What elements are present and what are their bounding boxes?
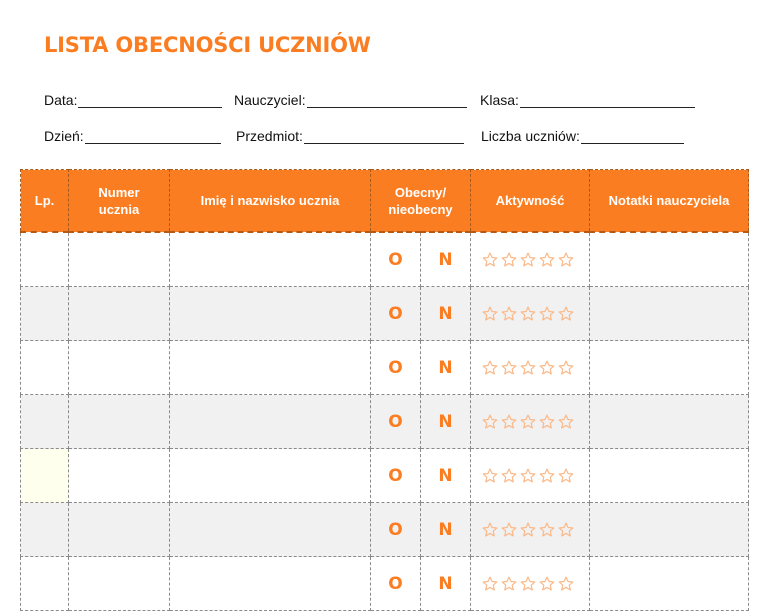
table-row [21, 232, 749, 287]
star-icon[interactable] [538, 521, 556, 539]
star-icon[interactable] [500, 251, 518, 269]
teacher-notes-cell[interactable] [590, 503, 749, 557]
star-icon[interactable] [481, 521, 499, 539]
absent-mark[interactable]: N [421, 287, 471, 341]
activity-rating[interactable] [471, 557, 590, 611]
student-name-cell[interactable] [170, 287, 371, 341]
star-icon[interactable] [557, 251, 575, 269]
attendance-table [20, 169, 749, 611]
teacher-input-line[interactable] [307, 93, 467, 108]
student-name-cell[interactable] [170, 557, 371, 611]
star-icon[interactable] [538, 359, 556, 377]
teacher-notes-cell[interactable] [590, 287, 749, 341]
star-icon[interactable] [481, 467, 499, 485]
star-icon[interactable] [500, 359, 518, 377]
star-icon[interactable] [481, 575, 499, 593]
present-mark[interactable]: O [371, 341, 421, 395]
star-icon[interactable] [500, 467, 518, 485]
header-lp: Lp. [21, 170, 69, 233]
student-number-cell[interactable] [69, 557, 170, 611]
activity-rating[interactable] [471, 232, 590, 287]
student-name-cell[interactable] [170, 395, 371, 449]
lp-cell[interactable] [21, 395, 69, 449]
star-icon[interactable] [538, 575, 556, 593]
star-icon[interactable] [500, 305, 518, 323]
teacher-notes-cell[interactable] [590, 449, 749, 503]
star-icon[interactable] [481, 251, 499, 269]
student-count-input-line[interactable] [581, 129, 684, 144]
star-icon[interactable] [538, 413, 556, 431]
lp-cell[interactable] [21, 287, 69, 341]
star-icon[interactable] [519, 575, 537, 593]
table-row [21, 503, 749, 557]
activity-rating[interactable] [471, 449, 590, 503]
date-input-line[interactable] [78, 93, 222, 108]
star-icon[interactable] [557, 467, 575, 485]
star-icon[interactable] [538, 251, 556, 269]
activity-rating[interactable] [471, 287, 590, 341]
student-count-label: Liczba uczniów: [481, 128, 580, 144]
star-icon[interactable] [481, 305, 499, 323]
present-mark[interactable]: O [371, 395, 421, 449]
student-number-cell[interactable] [69, 287, 170, 341]
star-icon[interactable] [557, 575, 575, 593]
star-icon[interactable] [538, 467, 556, 485]
star-icon[interactable] [519, 251, 537, 269]
star-icon[interactable] [557, 359, 575, 377]
student-name-cell[interactable] [170, 449, 371, 503]
student-name-cell[interactable] [170, 341, 371, 395]
teacher-notes-cell[interactable] [590, 341, 749, 395]
lp-cell[interactable] [21, 449, 69, 503]
star-icon[interactable] [538, 305, 556, 323]
teacher-label: Nauczyciel: [234, 92, 306, 108]
lp-cell[interactable] [21, 557, 69, 611]
table-row [21, 287, 749, 341]
header-student-name: Imię i nazwisko ucznia [170, 170, 371, 233]
star-icon[interactable] [481, 413, 499, 431]
activity-rating[interactable] [471, 395, 590, 449]
lp-cell[interactable] [21, 232, 69, 287]
student-number-cell[interactable] [69, 341, 170, 395]
page-title: LISTA OBECNOŚCI UCZNIÓW [44, 33, 371, 57]
subject-input-line[interactable] [304, 129, 464, 144]
teacher-notes-cell[interactable] [590, 557, 749, 611]
absent-mark[interactable]: N [421, 449, 471, 503]
class-input-line[interactable] [520, 93, 695, 108]
star-icon[interactable] [500, 575, 518, 593]
star-icon[interactable] [500, 521, 518, 539]
student-name-cell[interactable] [170, 232, 371, 287]
star-icon[interactable] [557, 305, 575, 323]
student-number-cell[interactable] [69, 449, 170, 503]
header-presence: Obecny/ nieobecny [371, 170, 471, 233]
class-field[interactable] [480, 92, 695, 108]
star-icon[interactable] [519, 521, 537, 539]
absent-mark[interactable]: N [421, 503, 471, 557]
header-student-number: Numer ucznia [69, 170, 170, 233]
present-mark[interactable]: O [371, 449, 421, 503]
header-teacher-notes: Notatki nauczyciela [590, 170, 749, 233]
lp-cell[interactable] [21, 341, 69, 395]
activity-rating[interactable] [471, 503, 590, 557]
teacher-field[interactable] [234, 92, 467, 108]
date-label: Data: [44, 92, 78, 108]
absent-mark[interactable]: N [421, 557, 471, 611]
table-row [21, 557, 749, 611]
table-header-row [21, 170, 749, 233]
date-field[interactable] [44, 92, 222, 108]
day-field[interactable] [44, 128, 221, 144]
teacher-notes-cell[interactable] [590, 232, 749, 287]
day-label: Dzień: [44, 128, 84, 144]
table-row [21, 341, 749, 395]
absent-mark[interactable]: N [421, 395, 471, 449]
absent-mark[interactable]: N [421, 232, 471, 287]
class-label: Klasa: [480, 92, 519, 108]
student-number-cell[interactable] [69, 232, 170, 287]
activity-rating[interactable] [471, 341, 590, 395]
subject-label: Przedmiot: [236, 128, 303, 144]
student-number-cell[interactable] [69, 395, 170, 449]
present-mark[interactable]: O [371, 287, 421, 341]
star-icon[interactable] [481, 359, 499, 377]
header-activity: Aktywność [471, 170, 590, 233]
lp-cell[interactable] [21, 503, 69, 557]
table-row [21, 395, 749, 449]
present-mark[interactable]: O [371, 557, 421, 611]
star-icon[interactable] [519, 413, 537, 431]
star-icon[interactable] [500, 413, 518, 431]
star-icon[interactable] [519, 467, 537, 485]
teacher-notes-cell[interactable] [590, 395, 749, 449]
present-mark[interactable]: O [371, 503, 421, 557]
student-name-cell[interactable] [170, 503, 371, 557]
student-count-field[interactable] [481, 128, 684, 144]
absent-mark[interactable]: N [421, 341, 471, 395]
student-number-cell[interactable] [69, 503, 170, 557]
present-mark[interactable]: O [371, 232, 421, 287]
star-icon[interactable] [557, 413, 575, 431]
star-icon[interactable] [519, 305, 537, 323]
subject-field[interactable] [236, 128, 464, 144]
table-row [21, 449, 749, 503]
star-icon[interactable] [519, 359, 537, 377]
day-input-line[interactable] [85, 129, 221, 144]
star-icon[interactable] [557, 521, 575, 539]
